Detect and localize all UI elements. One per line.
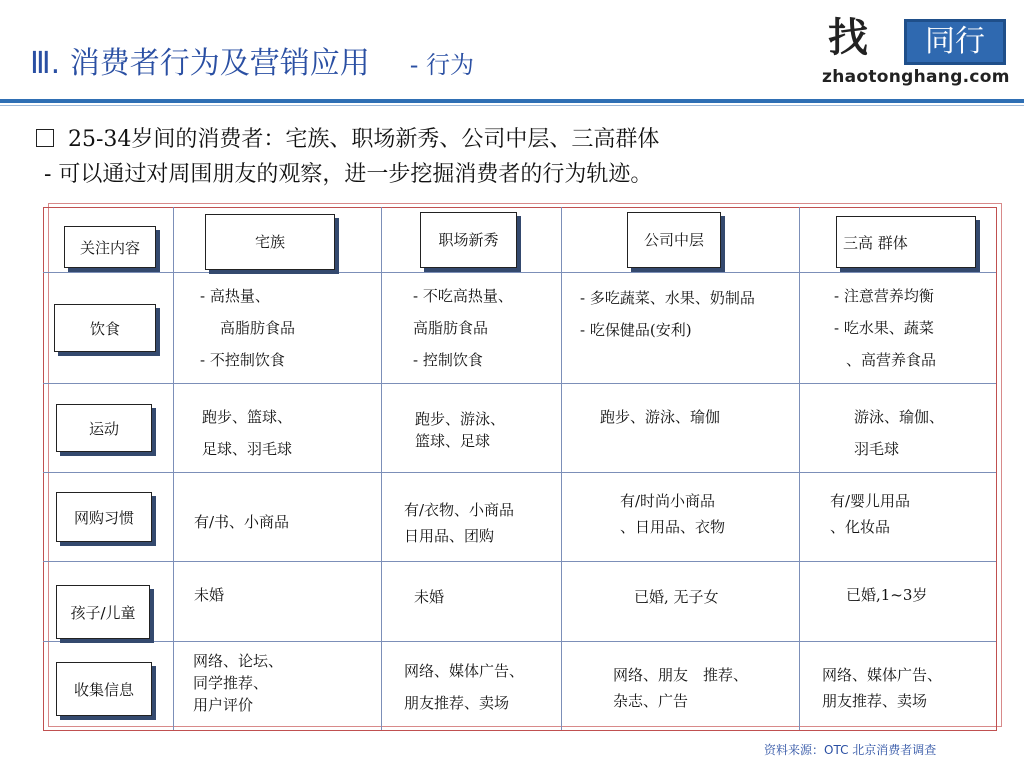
intro-detail: - 可以通过对周围朋友的观察，进一步挖掘消费者的行为轨迹。 bbox=[44, 162, 653, 187]
logo bbox=[812, 5, 1018, 97]
cell-children-zhaizu: 未婚 bbox=[194, 586, 225, 604]
header-rule bbox=[0, 99, 1024, 103]
cell-sport-sangao: 游泳、瑜伽、 羽毛球 bbox=[854, 408, 945, 458]
page-title bbox=[30, 38, 474, 82]
grid-hline bbox=[43, 472, 996, 473]
logo-tong: 同行 bbox=[904, 19, 1006, 65]
cell-sport-zhaizu: 跑步、篮球、 足球、羽毛球 bbox=[202, 408, 293, 458]
source-note: 资料来源：OTC 北京消费者调查 bbox=[764, 743, 937, 757]
cell-diet-zhaizu: - 高热量、 高脂肪食品 - 不控制饮食 bbox=[200, 287, 296, 369]
cell-sport-zhichang: 跑步、游泳、 篮球、足球 bbox=[415, 410, 506, 450]
cell-info-zhaizu: 网络、论坛、 同学推荐、 用户评价 bbox=[193, 652, 284, 714]
cell-children-sangao: 已婚,1~3岁 bbox=[846, 586, 928, 604]
row-label-shopping: 网购习惯 bbox=[56, 492, 152, 542]
grid-vline bbox=[173, 207, 174, 730]
grid-vline bbox=[561, 207, 562, 730]
header-rule-thin bbox=[0, 105, 1024, 106]
grid-hline bbox=[43, 561, 996, 562]
grid-vline bbox=[799, 207, 800, 730]
column-header-sangao: 三高 群体 bbox=[836, 216, 976, 268]
grid-hline bbox=[43, 272, 996, 273]
logo-url: zhaotonghang.com bbox=[822, 67, 1010, 87]
title-sub: - 行为 bbox=[409, 51, 475, 79]
grid-hline bbox=[43, 641, 996, 642]
cell-shopping-sangao: 有/婴儿用品 、化妆品 bbox=[830, 492, 911, 536]
row-label-sport: 运动 bbox=[56, 404, 152, 452]
square-bullet-icon bbox=[36, 129, 54, 147]
corner-label: 关注内容 bbox=[64, 226, 156, 268]
column-header-zhaizu: 宅族 bbox=[205, 214, 335, 270]
cell-info-gongsi: 网络、朋友 推荐、 杂志、广告 bbox=[613, 666, 749, 710]
title-main: Ⅲ. 消费者行为及营销应用 bbox=[30, 46, 370, 81]
cell-diet-sangao: - 注意营养均衡 - 吃水果、蔬菜 、高营养食品 bbox=[834, 287, 937, 369]
cell-info-zhichang: 网络、媒体广告、 朋友推荐、卖场 bbox=[404, 662, 525, 712]
cell-shopping-gongsi: 有/时尚小商品 、日用品、衣物 bbox=[620, 492, 726, 536]
row-label-children: 孩子/儿童 bbox=[56, 585, 150, 639]
cell-shopping-zhaizu: 有/书、小商品 bbox=[194, 513, 290, 531]
cell-children-zhichang: 未婚 bbox=[414, 588, 445, 606]
grid-hline bbox=[43, 383, 996, 384]
intro-bullet-text: 25-34岁间的消费者：宅族、职场新秀、公司中层、三高群体 bbox=[68, 127, 660, 152]
cell-children-gongsi: 已婚, 无子女 bbox=[634, 588, 719, 606]
row-label-diet: 饮食 bbox=[54, 304, 156, 352]
column-header-zhichang: 职场新秀 bbox=[420, 212, 517, 268]
logo-zhao: 找 bbox=[828, 15, 868, 61]
cell-info-sangao: 网络、媒体广告、 朋友推荐、卖场 bbox=[822, 666, 943, 710]
row-label-info: 收集信息 bbox=[56, 662, 152, 716]
cell-diet-zhichang: - 不吃高热量、 高脂肪食品 - 控制饮食 bbox=[413, 287, 513, 369]
cell-diet-gongsi: - 多吃蔬菜、水果、奶制品 - 吃保健品(安利) bbox=[580, 289, 755, 339]
grid-vline bbox=[381, 207, 382, 730]
cell-sport-gongsi: 跑步、游泳、瑜伽 bbox=[600, 408, 721, 426]
cell-shopping-zhichang: 有/衣物、小商品 日用品、团购 bbox=[404, 501, 515, 545]
column-header-gongsi: 公司中层 bbox=[627, 212, 721, 268]
intro-bullet bbox=[36, 122, 659, 153]
